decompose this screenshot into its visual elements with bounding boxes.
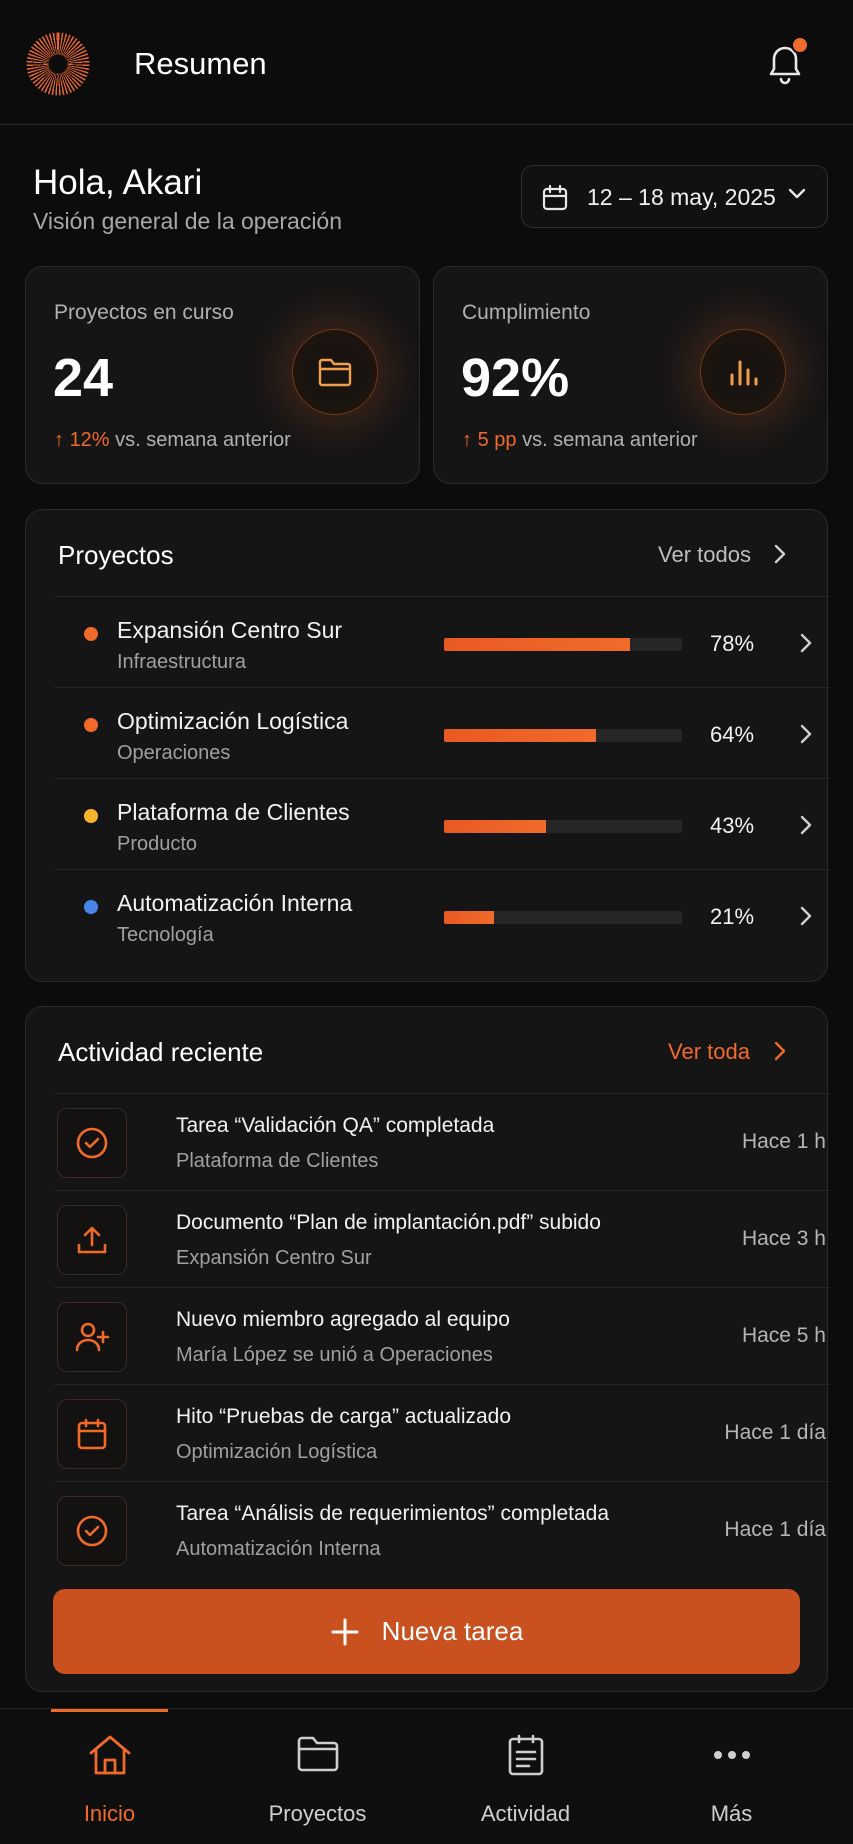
activity-item[interactable] <box>54 1093 830 1190</box>
activity-title: Hito “Pruebas de carga” actualizado <box>176 1405 512 1428</box>
nav-label: Actividad <box>480 1801 571 1826</box>
progress-bar <box>444 638 682 651</box>
progress-label: 43% <box>710 813 755 838</box>
date-range-label: 12 – 18 may, 2025 <box>587 184 776 210</box>
page-title: Resumen <box>134 46 267 81</box>
progress-label: 64% <box>710 722 755 747</box>
nav-label: Más <box>710 1801 753 1826</box>
nav-mas[interactable] <box>625 1709 838 1844</box>
chevron-right-icon[interactable] <box>800 815 812 835</box>
project-row[interactable] <box>54 596 830 687</box>
project-category: Producto <box>117 833 198 855</box>
project-name: Optimización Logística <box>117 708 349 734</box>
activity-title: Tarea “Validación QA” completada <box>176 1114 495 1137</box>
calendar-icon <box>57 1399 127 1469</box>
activity-item[interactable] <box>54 1190 830 1287</box>
clipboard-icon <box>507 1733 545 1777</box>
stat-label: Cumplimiento <box>462 301 591 324</box>
project-category: Tecnología <box>117 924 214 946</box>
chevron-right-icon[interactable] <box>774 1041 786 1061</box>
status-dot <box>84 627 98 641</box>
activity-title: Documento “Plan de implantación.pdf” subido <box>176 1211 601 1234</box>
stat-card-projects[interactable] <box>25 266 420 484</box>
check-circle-icon <box>57 1496 127 1566</box>
projects-card <box>25 509 828 982</box>
date-range-selector[interactable] <box>521 165 828 228</box>
project-row[interactable] <box>54 687 830 778</box>
nav-label: Inicio <box>83 1801 136 1826</box>
project-category: Infraestructura <box>117 651 246 673</box>
activity-time: Hace 1 día <box>724 1421 826 1444</box>
bottom-navigation <box>0 1708 853 1844</box>
greeting-subtitle: Visión general de la operación <box>33 208 343 234</box>
progress-fill <box>444 729 596 742</box>
progress-fill <box>444 638 630 651</box>
project-row[interactable] <box>54 869 830 960</box>
activity-time: Hace 3 h <box>741 1227 826 1250</box>
view-all-activity-link[interactable]: Ver toda <box>668 1039 750 1064</box>
chevron-right-icon[interactable] <box>800 633 812 653</box>
activity-time: Hace 1 h <box>741 1130 826 1153</box>
activity-subtitle: Automatización Interna <box>176 1538 381 1560</box>
activity-item[interactable] <box>54 1384 830 1481</box>
status-dot <box>84 900 98 914</box>
progress-fill <box>444 820 546 833</box>
activity-time: Hace 1 día <box>724 1518 826 1541</box>
progress-bar <box>444 729 682 742</box>
project-name: Automatización Interna <box>117 890 353 916</box>
bar-chart-icon <box>700 329 786 415</box>
progress-fill <box>444 911 494 924</box>
chevron-right-icon[interactable] <box>774 544 786 564</box>
status-dot <box>84 718 98 732</box>
progress-bar <box>444 820 682 833</box>
nav-actividad[interactable] <box>419 1709 632 1844</box>
project-row[interactable] <box>54 778 830 869</box>
more-icon <box>710 1733 754 1777</box>
stat-change: ↑ 12% vs. semana anterior <box>54 429 291 451</box>
new-task-label: Nueva tarea <box>381 1616 524 1646</box>
activity-title: Actividad reciente <box>58 1037 264 1067</box>
chevron-down-icon <box>788 188 806 200</box>
project-category: Operaciones <box>117 742 231 764</box>
stat-value: 92% <box>461 348 570 408</box>
stat-value: 24 <box>53 348 114 408</box>
nav-label: Proyectos <box>268 1801 367 1826</box>
status-dot <box>84 809 98 823</box>
user-plus-icon <box>57 1302 127 1372</box>
folder-icon <box>292 329 378 415</box>
activity-subtitle: Expansión Centro Sur <box>176 1247 372 1269</box>
nav-proyectos[interactable] <box>211 1709 424 1844</box>
new-task-button[interactable] <box>53 1589 800 1674</box>
plus-icon <box>330 1617 360 1647</box>
activity-title: Nuevo miembro agregado al equipo <box>176 1308 510 1331</box>
projects-title: Proyectos <box>58 540 174 570</box>
view-all-projects-link[interactable]: Ver todos <box>658 542 751 567</box>
stat-change: ↑ 5 pp vs. semana anterior <box>462 429 698 451</box>
folder-icon <box>296 1733 340 1773</box>
greeting-title: Hola, Akari <box>33 163 203 202</box>
activity-item[interactable] <box>54 1481 830 1578</box>
progress-label: 78% <box>710 631 755 656</box>
activity-subtitle: María López se unió a Operaciones <box>176 1344 493 1366</box>
activity-subtitle: Optimización Logística <box>176 1441 378 1463</box>
activity-item[interactable] <box>54 1287 830 1384</box>
upload-icon <box>57 1205 127 1275</box>
top-bar <box>0 0 853 125</box>
calendar-icon <box>542 184 568 212</box>
nav-inicio[interactable] <box>3 1709 216 1844</box>
home-icon <box>87 1733 133 1777</box>
progress-bar <box>444 911 682 924</box>
activity-time: Hace 5 h <box>741 1324 826 1347</box>
activity-title: Tarea “Análisis de requerimientos” completada <box>176 1502 610 1525</box>
chevron-right-icon[interactable] <box>800 906 812 926</box>
check-circle-icon <box>57 1108 127 1178</box>
chevron-right-icon[interactable] <box>800 724 812 744</box>
logo-icon <box>26 32 90 96</box>
stat-label: Proyectos en curso <box>54 301 234 324</box>
progress-label: 21% <box>710 904 755 929</box>
activity-subtitle: Plataforma de Clientes <box>176 1150 379 1172</box>
stat-card-compliance[interactable] <box>433 266 828 484</box>
project-name: Expansión Centro Sur <box>117 617 343 643</box>
project-name: Plataforma de Clientes <box>117 799 350 825</box>
notification-badge <box>791 36 809 54</box>
